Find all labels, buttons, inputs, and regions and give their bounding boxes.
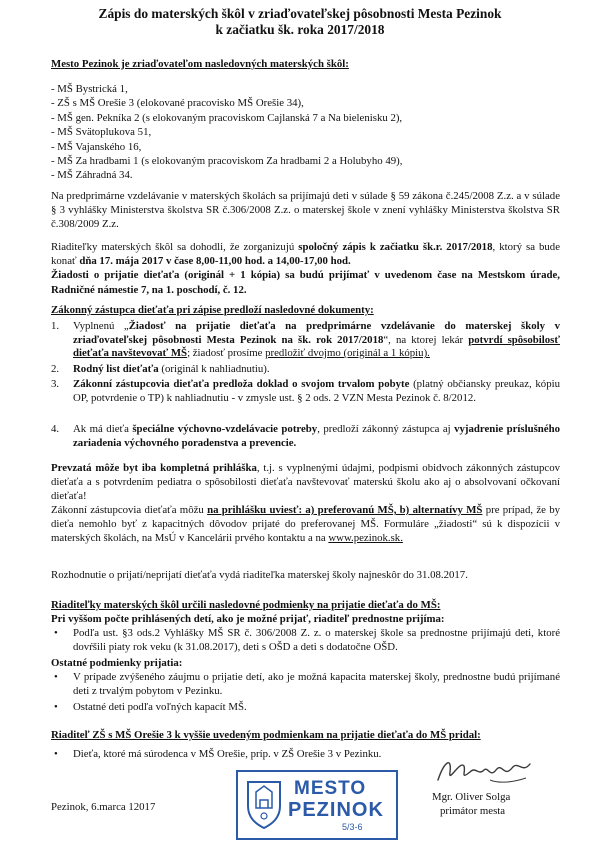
item-text: Ak má dieťa	[73, 423, 133, 435]
item-bold-text: špeciálne výchovno-vzdelávacie potreby	[132, 423, 318, 435]
school-item: - MŠ Svätoplukova 51,	[51, 126, 152, 139]
dates-bold-text: spoločný zápis k začiatku šk.r. 2017/2018	[298, 241, 493, 253]
bullet-dot-icon: •	[54, 671, 58, 683]
signer-name: Mgr. Oliver Solga	[432, 791, 511, 803]
bullet-dot-icon: •	[54, 627, 58, 639]
acceptance-bold-text: Prevzatá môže byt iba kompletná prihláška	[51, 462, 257, 474]
title-line-1: Zápis do materských škôl v zriaďovateľskej pôsobnosti Mesta Pezinok	[98, 6, 502, 21]
stamp-code: 5/3-6	[342, 822, 363, 832]
item-body	[73, 423, 560, 450]
school-item: - MŠ Vajanského 16,	[51, 140, 142, 153]
item-underlined-text: potvrdí spôsobilosť dieťaťa navštevovať MŠ	[73, 333, 561, 360]
condition-text: Podľa ust. §3 ods.2 Vyhlášky MŠ SR č. 306/2008 Z. z. o materskej škole sa prednostne prijímajú deti, ktoré dovŕšili piaty rok veku (k 31.08.2017), deti s OŠD a deti s dodatočne OŠD.	[73, 627, 560, 653]
bullet-dot-icon: •	[54, 701, 58, 713]
signer-title: primátor mesta	[440, 805, 506, 817]
item-bold-text: Rodný list dieťaťa	[73, 363, 159, 375]
item-number: 1.	[51, 320, 60, 332]
document-title	[0, 6, 600, 38]
item-text: (platný občiansky preukaz, kópiu OP, potvrdenie o TP) k nahliadnutiu - v zmysle ust. § 2 ods. 2 VZN Mesta Pezinok č. 8/2012.	[73, 378, 561, 404]
dates-paragraph	[51, 240, 560, 297]
school-item: - MŠ gen. Pekníka 2 (s elokovaným pracoviskom Cajlanská 7 a Na bielenisku 2),	[51, 111, 403, 124]
item-number: 2.	[51, 363, 60, 375]
dates-text: Riaditeľky materských škôl sa dohodli, že zorganizujú	[51, 241, 299, 253]
school-list	[51, 82, 560, 183]
stamp-line-2: PEZINOK	[288, 799, 384, 821]
submission-info: Žiadosti o prijatie dieťaťa (originál + 1 kópia) sa budú prijímať v uvedenom čase na Mestskom úrade, Radničné námestie 7, na 1. poschodí, č. 12.	[51, 269, 560, 296]
legal-paragraph: Na predprimárne vzdelávanie v materských školách sa prijímajú deti v súlade § 59 zákona č.245/2008 Z.z. a v súlade § 3 vyhlášky Ministerstva školstva SR č.306/2008 Z.z. o materskej škole v znení vyhlášky Ministerstva školstva SR č.308/2009 Z.z.	[51, 190, 560, 231]
item-bold-text: Zákonní zástupcovia dieťaťa predloža doklad o svojom trvalom pobyte	[73, 378, 410, 390]
condition-text: Dieťa, ktoré má súrodenca v MŠ Orešie, príp. v ZŠ Orešie 3 v Pezinku.	[73, 748, 382, 760]
item-text: ; žiadosť prosíme	[187, 347, 266, 360]
preference-underlined-text: na prihlášku uviesť: a) preferovanú MŠ, b) alternatívy MŠ	[207, 504, 483, 516]
bullet-dot-icon: •	[54, 748, 58, 760]
city-stamp	[236, 770, 398, 840]
school-item: - ZŠ s MŠ Orešie 3 (elokované pracovisko MŠ Orešie 34),	[51, 97, 304, 110]
preference-text: pre prípad, že by dieťa nemohlo byť z kapacitných dôvodov prijaté do preferovanej MŠ. Formuláre „žiadosti“ sú k dispozícii v materských školách, na MsÚ v Kancelárii prvého kontaktu a na	[51, 504, 561, 545]
dates-bold-text: dňa 17. mája 2017 v čase 8,00-11,00 hod. a 14,00-17,00 hod.	[79, 255, 351, 268]
preference-paragraph	[51, 503, 560, 546]
section1-heading: Mesto Pezinok je zriaďovateľom nasledovných materských škôl:	[51, 58, 349, 70]
stamp-line-1: MESTO	[294, 778, 367, 799]
item-bold-text: Žiadosť na prijatie dieťaťa na predprimárne vzdelávanie do materskej školy v zriaďovateľskej pôsobnosti Mesta Pezinok na šk. rok 2017/2018	[73, 320, 560, 346]
item-body	[73, 363, 560, 377]
dates-text: , ktorý sa bude konať	[51, 241, 560, 268]
school-item: - MŠ Za hradbami 1 (s elokovaným pracoviskom Za hradbami 2 a Holubyho 49),	[51, 155, 403, 168]
item-underlined-text: predložiť dvojmo (originál a 1 kópiu).	[265, 347, 430, 360]
item-text: “, na ktorej lekár	[383, 333, 469, 346]
item-body	[73, 378, 560, 405]
item-number: 4.	[51, 423, 60, 435]
condition-text: V prípade zvýšeného záujmu o prijatie detí, ako je možná kapacita materskej školy, prednostne budú prijímané deti z trvalým pobytom v Pezinku.	[73, 671, 560, 697]
item-bold-text: vyjadrenie príslušného zariadenia výchovného poradenstva a prevencie.	[73, 423, 560, 449]
handwritten-signature-icon	[430, 750, 540, 790]
section2-heading: Zákonný zástupca dieťaťa pri zápise predloží nasledovné dokumenty:	[51, 304, 374, 316]
item-body	[73, 320, 560, 361]
acceptance-paragraph	[51, 461, 560, 504]
place-date: Pezinok, 6.marca 12017	[51, 801, 156, 813]
item-number: 3.	[51, 378, 60, 390]
section3-subheading-other: Ostatné podmienky prijatia:	[51, 657, 183, 669]
item-text: , predloží zákonný zástupca aj	[317, 423, 455, 435]
item-text: (originál k nahliadnutiu).	[158, 363, 270, 375]
acceptance-text: , t.j. s vyplnenými údajmi, podpismi obidvoch zákonných zástupcov dieťaťa a s potvrdením pediatra o spôsobilosti dieťaťa navštevovať materskú školu ako aj o absolvovaní očkovaní dieťaťa!	[51, 462, 560, 503]
website-link[interactable]: www.pezinok.sk.	[328, 532, 403, 545]
section3-heading: Riaditeľky materských škôl určili nasledovné podmienky na prijatie dieťaťa do MŠ:	[51, 599, 441, 611]
decision-paragraph: Rozhodnutie o prijatí/neprijatí dieťaťa vydá riaditeľka materskej školy najneskôr do 31.08.2017.	[51, 569, 468, 581]
preference-text: Zákonní zástupcovia dieťaťa môžu	[51, 504, 208, 516]
section3-subheading-priority: Pri vyššom počte prihlásených detí, ako je možné prijať, riaditeľ prednostne prijíma:	[51, 613, 445, 625]
school-item: - MŠ Bystrická 1,	[51, 83, 128, 95]
item-text: Vyplnenú „	[73, 320, 129, 332]
condition-text: Ostatné deti podľa voľných kapacít MŠ.	[73, 701, 247, 713]
section4-heading: Riaditeľ ZŠ s MŠ Orešie 3 k vyššie uvedeným podmienkam na prijatie dieťaťa do MŠ pridal:	[51, 729, 481, 741]
city-crest-icon	[244, 778, 284, 830]
title-line-2: k začiatku šk. roka 2017/2018	[215, 22, 385, 37]
school-item: - MŠ Záhradná 34.	[51, 169, 133, 182]
